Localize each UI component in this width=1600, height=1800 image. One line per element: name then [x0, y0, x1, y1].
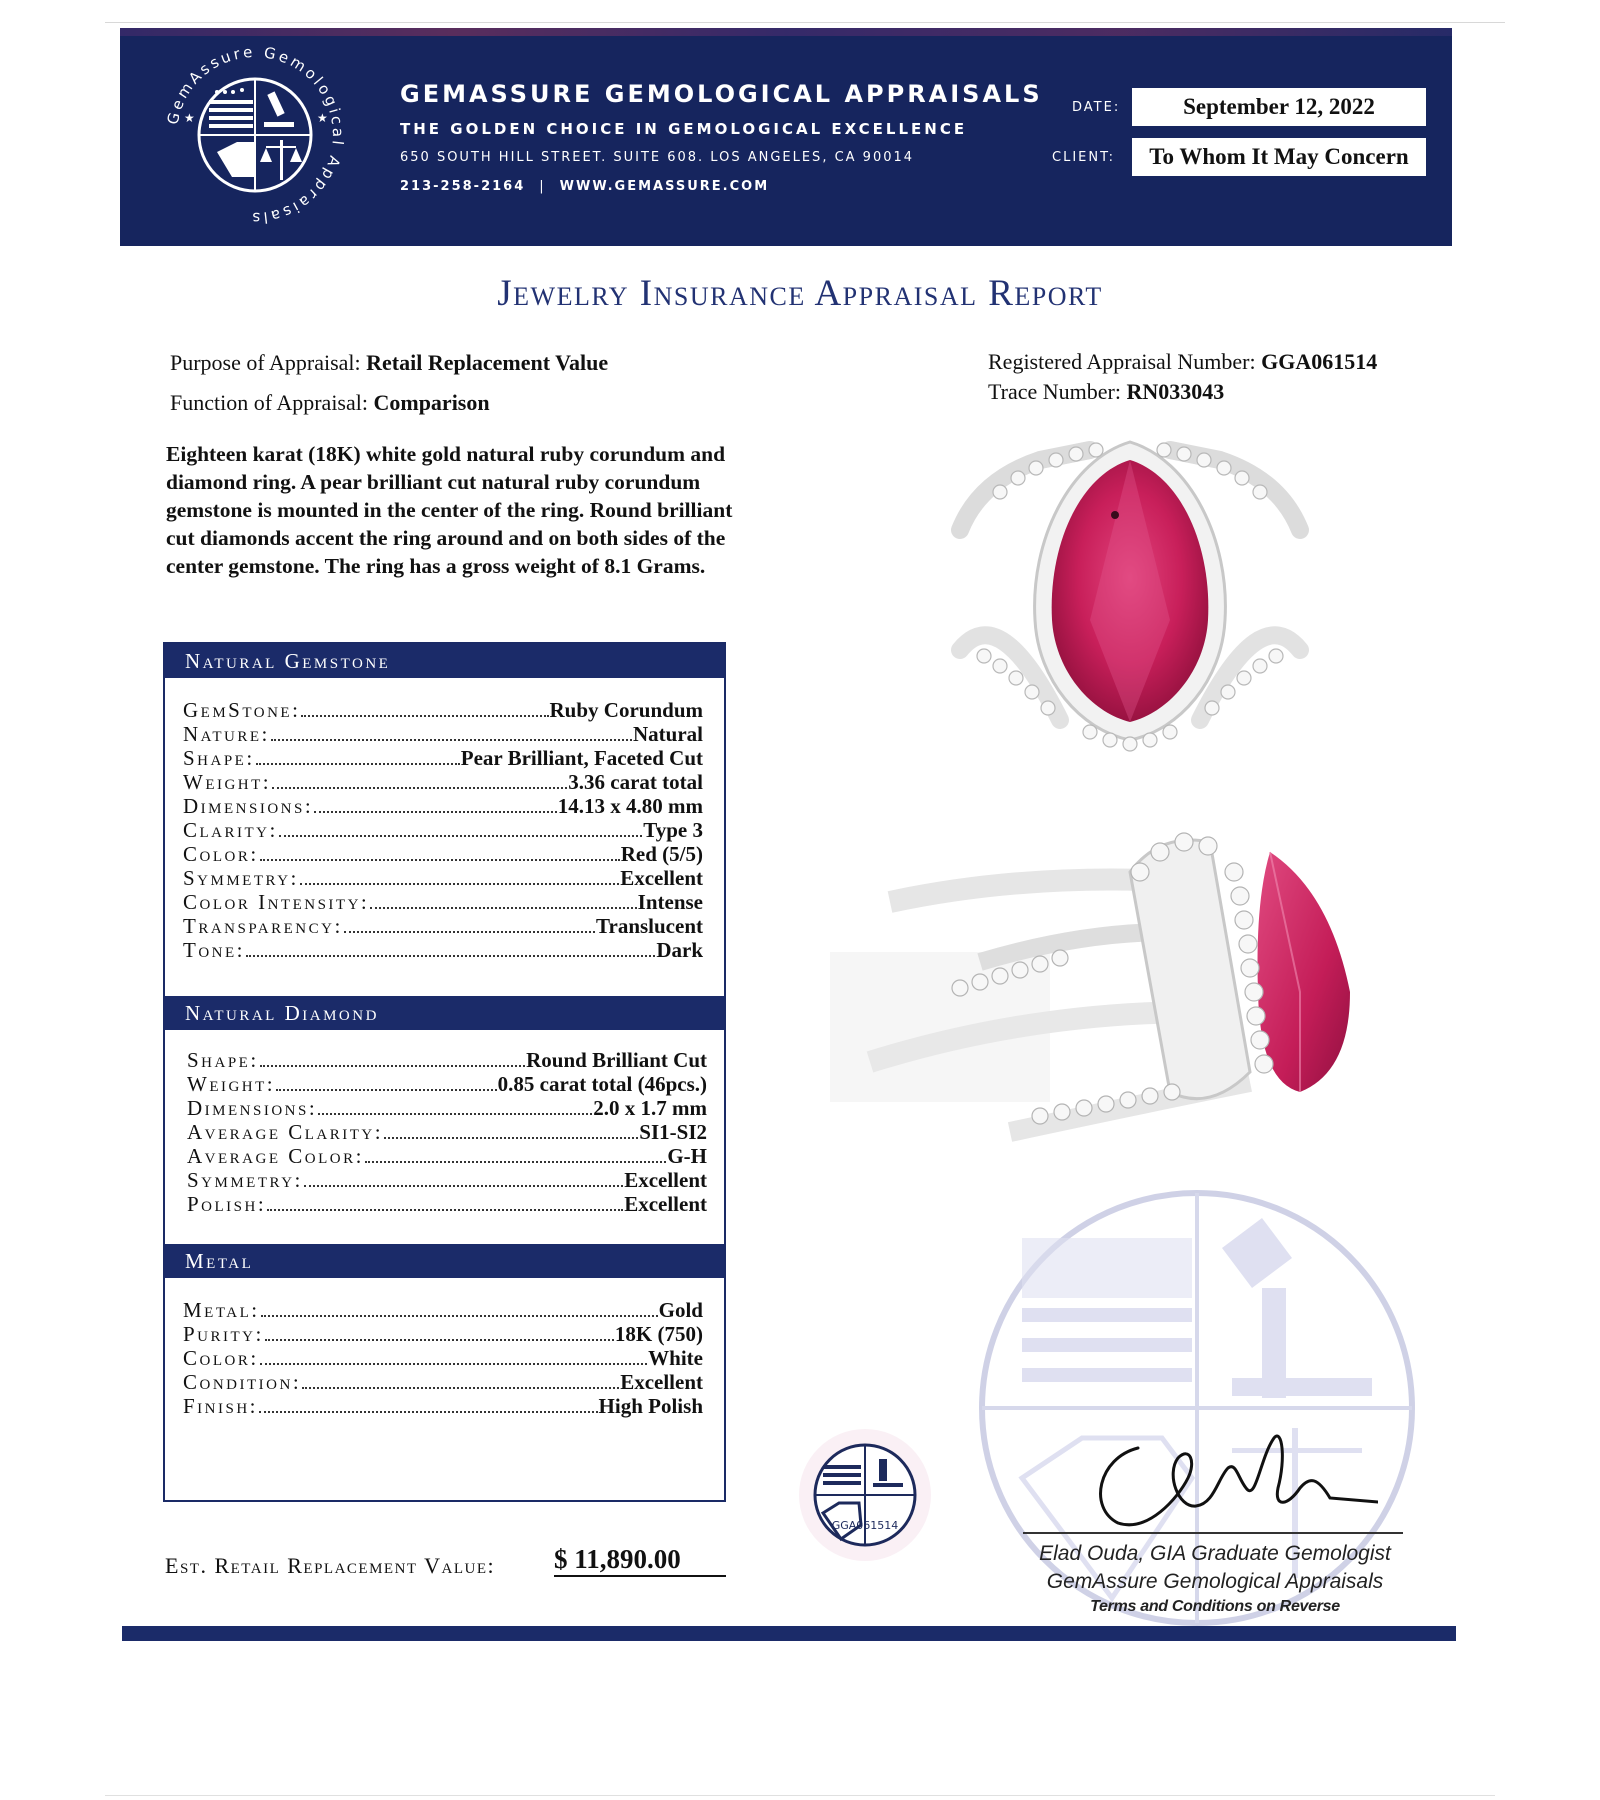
leader-dots [344, 931, 595, 933]
contact-separator: | [539, 179, 546, 194]
spec-value: White [648, 1346, 703, 1370]
gemstone-row [183, 866, 703, 890]
svg-text:★: ★ [184, 111, 195, 125]
diamond-row [187, 1144, 707, 1168]
spec-value: SI1-SI2 [639, 1120, 707, 1144]
spec-value: 2.0 x 1.7 mm [593, 1096, 707, 1120]
spec-value: Excellent [620, 866, 703, 890]
spec-value: Ruby Corundum [549, 698, 703, 722]
spec-label: Color: [183, 842, 259, 866]
function-line [170, 390, 490, 416]
leader-dots [302, 1387, 619, 1389]
company-name: GEMASSURE GEMOLOGICAL APPRAISALS [400, 80, 1043, 108]
function-value: Comparison [373, 390, 490, 415]
company-contact [400, 179, 1043, 194]
spec-label: Condition: [183, 1370, 302, 1394]
registration-label: Registered Appraisal Number: [988, 349, 1256, 374]
spec-label: Transparency: [183, 914, 343, 938]
spec-value: Excellent [624, 1168, 707, 1192]
seal-number: GGA061514 [831, 1519, 899, 1532]
logo-ring-text: GemAssure Gemological Appraisals [163, 42, 348, 228]
date-field: September 12, 2022 [1132, 88, 1426, 126]
leader-dots [300, 883, 619, 885]
header-band [120, 28, 1452, 246]
gemstone-row [183, 722, 703, 746]
spec-label: Average Clarity: [187, 1120, 384, 1144]
spec-label: Color: [183, 1346, 259, 1370]
metal-row [183, 1322, 703, 1346]
diamond-row [187, 1120, 707, 1144]
spec-value: 14.13 x 4.80 mm [557, 794, 703, 818]
gemstone-row [183, 818, 703, 842]
spec-label: Symmetry: [187, 1168, 303, 1192]
gemstone-row [183, 770, 703, 794]
company-block [400, 80, 1043, 194]
diamond-row [187, 1072, 707, 1096]
metal-row [183, 1370, 703, 1394]
company-tagline: THE GOLDEN CHOICE IN GEMOLOGICAL EXCELLENCE [400, 120, 968, 138]
report-title: Jewelry Insurance Appraisal Report [497, 273, 1103, 314]
leader-dots [272, 787, 567, 789]
spec-value: High Polish [598, 1394, 703, 1418]
spec-label: Polish: [187, 1192, 267, 1216]
spec-label: Dimensions: [183, 794, 314, 818]
leader-dots [279, 835, 642, 837]
signature-block [1010, 1540, 1420, 1618]
leader-dots [384, 1137, 638, 1139]
diamond-row [187, 1096, 707, 1120]
spec-value: Gold [658, 1298, 703, 1322]
spec-label: Shape: [187, 1048, 259, 1072]
gemstone-rows [183, 698, 703, 962]
spec-label: Dimensions: [187, 1096, 318, 1120]
spec-label: Average Color: [187, 1144, 364, 1168]
spec-value: Type 3 [643, 818, 703, 842]
gemstone-row [183, 842, 703, 866]
leader-dots [265, 1339, 614, 1341]
leader-dots [271, 739, 632, 741]
gemstone-row [183, 746, 703, 770]
diamond-row [187, 1192, 707, 1216]
spec-value: Round Brilliant Cut [526, 1048, 707, 1072]
company-phone: 213-258-2164 [400, 179, 526, 194]
gemstone-row [183, 794, 703, 818]
diamond-heading: Natural Diamond [165, 996, 724, 1030]
trace-line [988, 377, 1377, 407]
spec-label: Purity: [183, 1322, 264, 1346]
spec-value: G-H [667, 1144, 707, 1168]
leader-dots [267, 1209, 623, 1211]
leader-dots [370, 907, 636, 909]
top-rule [105, 22, 1505, 23]
purpose-line [170, 350, 608, 376]
leader-dots [314, 811, 557, 813]
spec-value: 18K (750) [614, 1322, 703, 1346]
purpose-label: Purpose of Appraisal: [170, 350, 361, 375]
footer-band [122, 1626, 1456, 1641]
registration-block [988, 347, 1377, 407]
company-logo-icon [162, 42, 348, 228]
spec-label: Finish: [183, 1394, 259, 1418]
svg-text:★: ★ [317, 111, 328, 125]
spec-label: Weight: [183, 770, 272, 794]
estimate-label: Est. Retail Replacement Value: [165, 1553, 496, 1578]
metal-rows [183, 1298, 703, 1418]
signature-rule [1023, 1532, 1403, 1534]
signer-name: Elad Ouda, GIA Graduate Gemologist [1039, 1542, 1391, 1565]
registration-line [988, 347, 1377, 377]
spec-label: Metal: [183, 1298, 260, 1322]
leader-dots [260, 1363, 647, 1365]
specifications-panel [163, 642, 726, 1502]
leader-dots [365, 1161, 666, 1163]
estimate-value: $ 11,890.00 [554, 1544, 726, 1577]
metal-row [183, 1298, 703, 1322]
signature-icon [1078, 1418, 1378, 1538]
item-description: Eighteen karat (18K) white gold natural ruby corundum and diamond ring. A pear brilliant cut natural ruby corundum gemstone is mounted in the center of the ring. Round brilliant cut diamonds accent the ring around and on both sides of the center gemstone. The ring has a gross weight of 8.1 Grams. [166, 442, 733, 578]
spec-label: Clarity: [183, 818, 278, 842]
spec-value: Dark [656, 938, 703, 962]
diamond-rows [187, 1048, 707, 1216]
spec-label: Symmetry: [183, 866, 299, 890]
spec-value: 3.36 carat total [568, 770, 703, 794]
spec-value: Red (5/5) [620, 842, 703, 866]
leader-dots [261, 1315, 658, 1317]
trace-label: Trace Number: [988, 379, 1121, 404]
gemstone-row [183, 914, 703, 938]
gemstone-row [183, 890, 703, 914]
client-label: CLIENT: [1052, 150, 1115, 165]
gemstone-row [183, 938, 703, 962]
signer-company: GemAssure Gemological Appraisals [1046, 1570, 1384, 1593]
spec-value: Natural [633, 722, 703, 746]
leader-dots [259, 1411, 598, 1413]
leader-dots [246, 955, 655, 957]
company-address: 650 SOUTH HILL STREET. SUITE 608. LOS ANGELES, CA 90014 [400, 150, 915, 165]
terms-note: Terms and Conditions on Reverse [1090, 1598, 1340, 1615]
diamond-row [187, 1048, 707, 1072]
metal-heading: Metal [165, 1244, 724, 1278]
diamond-row [187, 1168, 707, 1192]
leader-dots [276, 1089, 496, 1091]
bottom-rule [105, 1795, 1495, 1796]
hologram-seal-icon [795, 1425, 935, 1565]
function-label: Function of Appraisal: [170, 390, 368, 415]
spec-value: Intense [637, 890, 703, 914]
spec-label: Color Intensity: [183, 890, 370, 914]
spec-label: Nature: [183, 722, 270, 746]
spec-label: Tone: [183, 938, 245, 962]
spec-value: Translucent [596, 914, 703, 938]
spec-value: 0.85 carat total (46pcs.) [497, 1072, 707, 1096]
company-website: WWW.GEMASSURE.COM [559, 179, 770, 194]
leader-dots [301, 715, 548, 717]
spec-label: Shape: [183, 746, 255, 770]
gemstone-heading: Natural Gemstone [165, 644, 724, 678]
gemstone-row [183, 698, 703, 722]
spec-label: Weight: [187, 1072, 276, 1096]
trace-value: RN033043 [1126, 379, 1225, 404]
ring-photo-top [940, 420, 1320, 780]
leader-dots [304, 1185, 623, 1187]
ring-photo-side [830, 812, 1390, 1152]
spec-value: Excellent [620, 1370, 703, 1394]
spec-label: GemStone: [183, 698, 301, 722]
date-label: DATE: [1072, 100, 1121, 115]
leader-dots [318, 1113, 592, 1115]
client-field: To Whom It May Concern [1132, 138, 1426, 176]
spec-value: Pear Brilliant, Faceted Cut [460, 746, 703, 770]
metal-row [183, 1394, 703, 1418]
leader-dots [260, 859, 620, 861]
metal-row [183, 1346, 703, 1370]
leader-dots [260, 1065, 525, 1067]
spec-value: Excellent [624, 1192, 707, 1216]
leader-dots [256, 763, 460, 765]
purpose-value: Retail Replacement Value [366, 350, 609, 375]
registration-value: GGA061514 [1261, 349, 1378, 374]
